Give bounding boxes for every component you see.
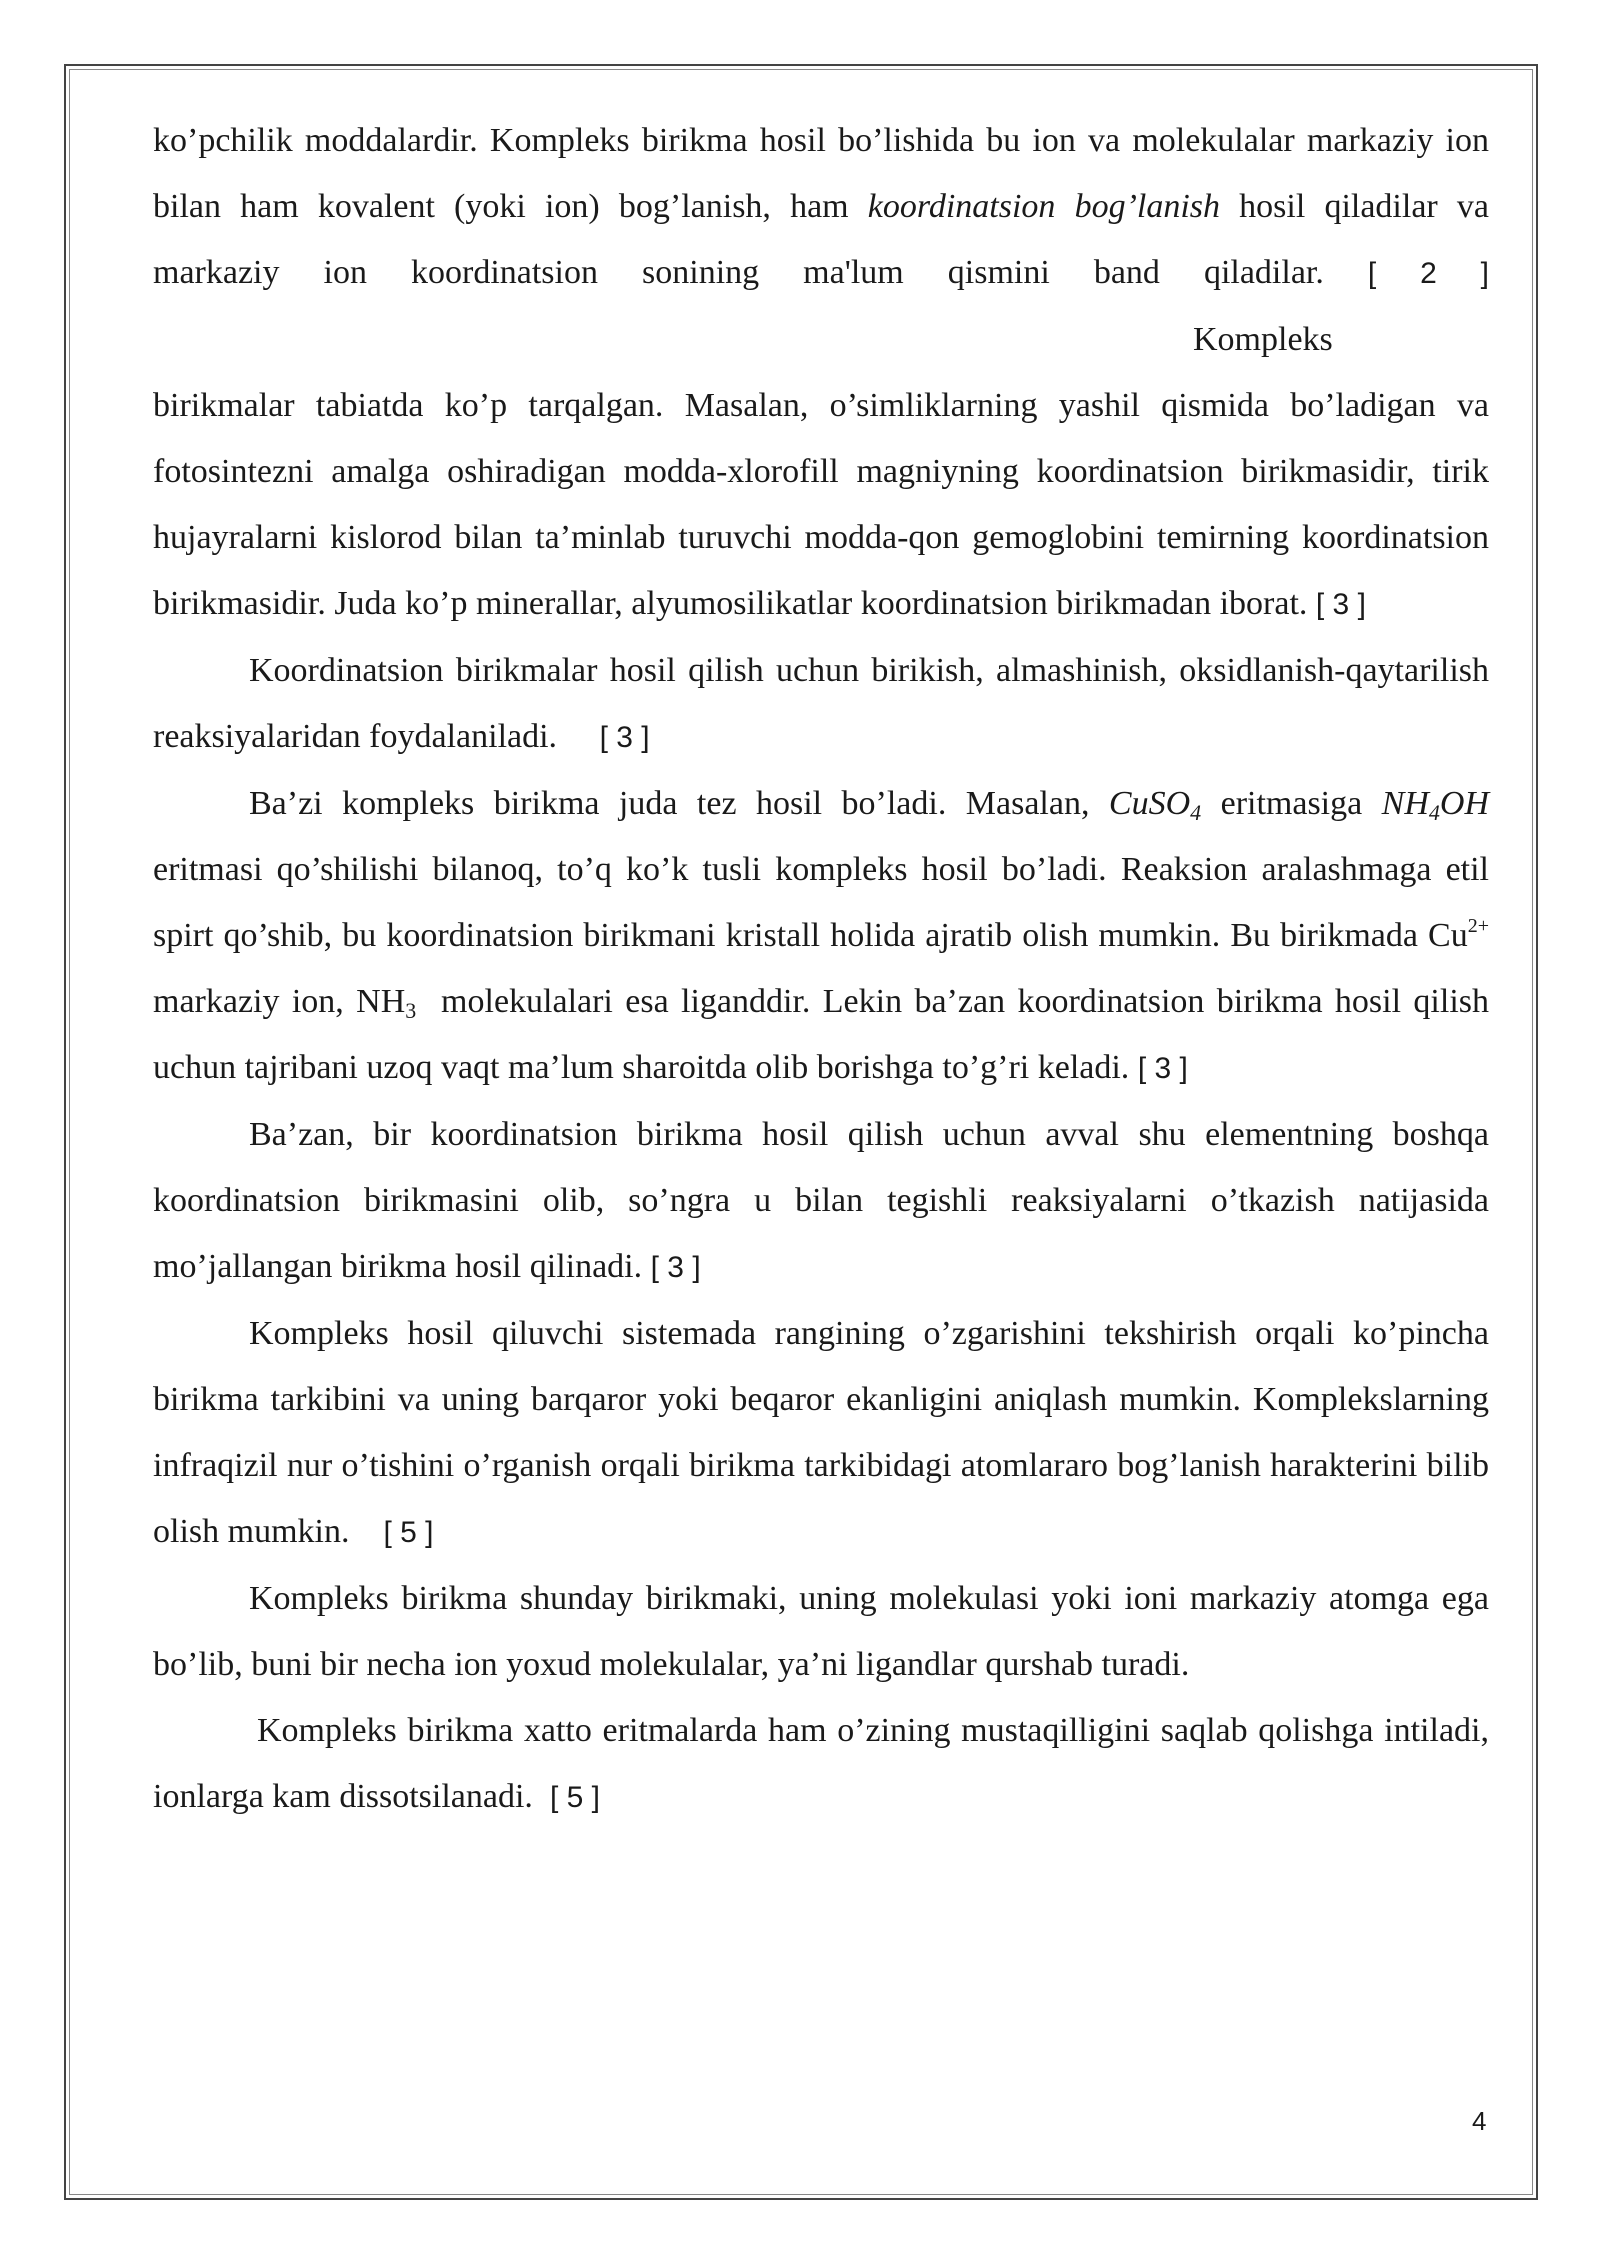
paragraph-3 [153,638,1498,771]
paragraph-1 [153,108,1489,373]
paragraph-1-text-a: ko’pchilik moddalardir. Kompleks birikma hosil bo’lishida bu ion va molekulalar markaziy ion bilan ham kovalent (yoki ion) bog’lanish, ham [153,122,1489,225]
reference-citation: [ 5 ] [383,1516,434,1549]
paragraph-2 [153,373,1489,638]
paragraph-2-text: birikmalar tabiatda ko’p tarqalgan. Masalan, o’simliklarning yashil qismida bo’ladigan va fotosintezni amalga oshiradigan modda-xlorofill magniyning koordinatsion birikmasidir, tirik hujayralarni kislorod bilan ta’minlab turuvchi modda-qon gemoglobini temirning koordinatsion birikmasidir. Juda ko’p minerallar, alyumosilikatlar koordinatsion birikmadan iborat. [153,387,1489,622]
formula-cuso4-subscript: 4 [1190,800,1202,825]
paragraph-3-text: Koordinatsion birikmalar hosil qilish uchun birikish, almashinish, oksidlanish-qaytarilish reaksiyalaridan foydalaniladi. [153,652,1498,755]
paragraph-4-text-e: molekulalari esa liganddir. Lekin ba’zan koordinatsion birikma hosil qilish uchun tajribani uzoq vaqt ma’lum sharoitda olib borishga to’g’ri keladi. [153,983,1498,1086]
paragraph-6-text: Kompleks hosil qiluvchi sistemada rangining o’zgarishini tekshirish orqali ko’pincha birikma tarkibini va uning barqaror yoki beqaror ekanligini aniqlash mumkin. Komplekslarning infraqizil nur o’tishini o’rganish orqali birikma tarkibidagi atomlararo bog’lanish harakterini bilib olish mumkin. [153,1315,1498,1550]
reference-citation: [ 3 ] [1315,588,1366,621]
paragraph-4-text-a: Ba’zi kompleks birikma juda tez hosil bo’ladi. Masalan, [249,785,1109,822]
paragraph-4-text-b: eritmasiga [1201,785,1382,822]
formula-nh4oh-post: OH [1439,785,1489,822]
formula-nh4oh-subscript: 4 [1428,800,1440,825]
paragraph-1-text-b: hosil qiladilar va markaziy ion koordinatsion sonining ma'lum qismini band qiladilar. [153,188,1489,291]
paragraph-4 [153,771,1498,1102]
paragraph-5 [153,1102,1489,1301]
paragraph-4-text-d: markaziy ion, NH [153,983,406,1020]
paragraph-7-text: Kompleks birikma shunday birikmaki, uning molekulasi yoki ioni markaziy atomga ega bo’lib, buni bir necha ion yoxud molekulalar, ya’ni ligandlar qurshab turadi. [153,1580,1489,1683]
reference-citation: [ 3 ] [650,1251,701,1284]
formula-nh4oh-pre: NH [1381,785,1429,822]
document-body [153,108,1498,1831]
paragraph-1-text-c: Kompleks [1193,321,1333,358]
nh3-subscript: 3 [405,998,417,1023]
paragraph-8 [153,1698,1498,1831]
paragraph-1-italic-term: koordinatsion bog’lanish [867,188,1221,225]
reference-citation: [ 5 ] [549,1781,600,1814]
paragraph-8-text: Kompleks birikma xatto eritmalarda ham o’zining mustaqilligini saqlab qolishga intiladi, ionlarga kam dissotsilanadi. [153,1712,1498,1815]
page-number: 4 [1472,2106,1487,2136]
formula-cuso4-base: CuSO [1108,785,1191,822]
paragraph-6 [153,1301,1498,1566]
formula-nh4oh [1381,785,1489,825]
reference-citation: [ 3 ] [599,721,650,754]
cu-charge-superscript: 2+ [1467,915,1489,937]
formula-cuso4 [1108,785,1202,825]
paragraph-5-text: Ba’zan, bir koordinatsion birikma hosil qilish uchun avval shu elementning boshqa koordinatsion birikmasini olib, so’ngra u bilan tegishli reaksiyalarni o’tkazish natijasida mo’jallangan birikma hosil qilinadi. [153,1116,1489,1285]
reference-citation: [ 3 ] [1137,1052,1188,1085]
paragraph-4-text-c: eritmasi qo’shilishi bilanoq, to’q ko’k tusli kompleks hosil bo’ladi. Reaksion aralashmaga etil spirt qo’shib, bu koordinatsion birikmani kristall holida ajratib olish mumkin. Bu birikmada Cu [153,851,1489,954]
reference-citation: [ 2 ] [1367,257,1489,290]
paragraph-7 [153,1566,1489,1698]
